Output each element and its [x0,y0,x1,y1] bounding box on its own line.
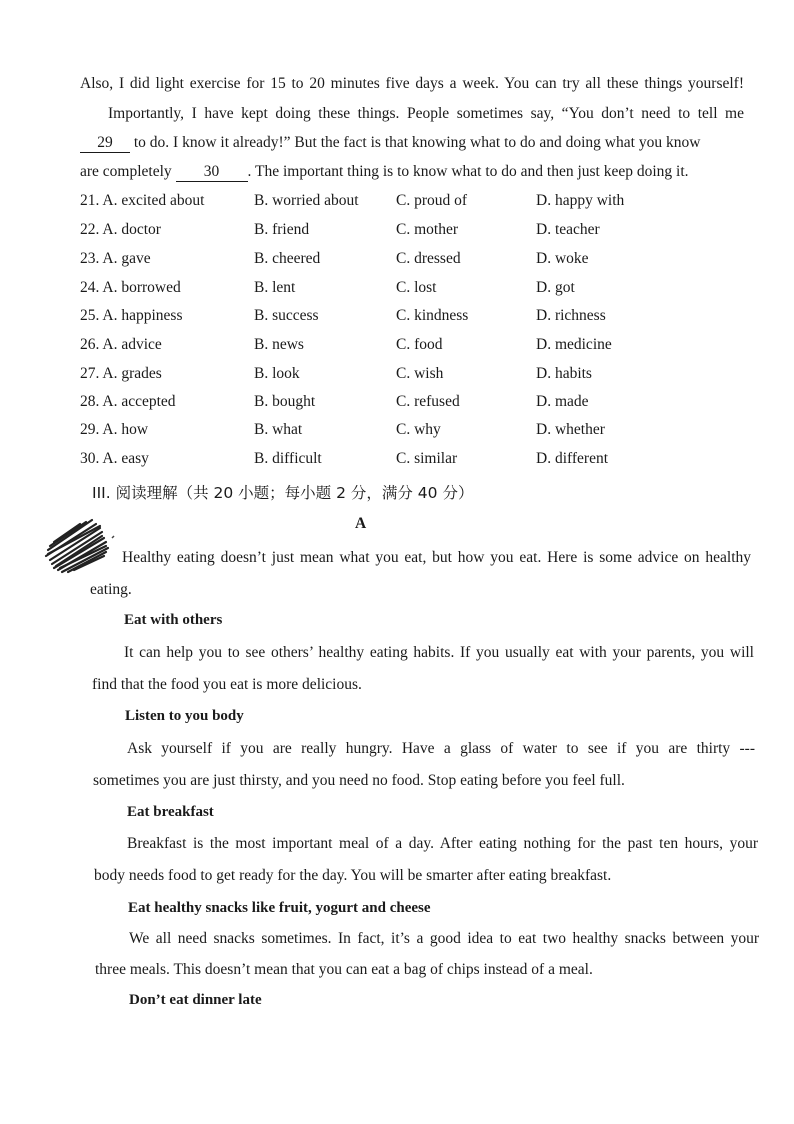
option-b: B. lent [254,279,296,296]
tip-title-eat-breakfast: Eat breakfast [127,804,214,820]
option-c: C. kindness [396,307,469,324]
tip-1-line-1: It can help you to see others’ healthy eating habits. If you usually eat with your parents, you will [124,644,754,661]
option-c: C. refused [396,393,460,410]
question-number: 21. [80,192,100,209]
option-b: B. bought [254,393,316,410]
question-number: 23. [80,250,100,267]
tip-4-line-1: We all need snacks sometimes. In fact, it’s a good idea to eat two healthy snacks between your [129,930,759,947]
passage-line-4 [80,162,744,182]
tip-2-line-1: Ask yourself if you are really hungry. Have a glass of water to see if you are thirty --- [127,740,755,757]
option-d: D. habits [536,365,592,382]
question-number: 24. [80,279,100,296]
section-3-heading: III. 阅读理解（共 20 小题；每小题 2 分，满分 40 分） [92,484,474,502]
question-number: 27. [80,365,100,382]
option-b: B. news [254,336,304,353]
blank-29: 29 [80,134,130,153]
option-c: C. dressed [396,250,461,267]
passage-line-3-text: to do. I know it already!” But the fact is that knowing what to do and doing what you know [130,134,701,151]
option-b: B. look [254,365,300,382]
option-c: C. similar [396,450,458,467]
tip-title-healthy-snacks: Eat healthy snacks like fruit, yogurt and cheese [128,900,431,916]
option-b: B. cheered [254,250,321,267]
option-a [80,278,181,298]
option-a [80,249,151,269]
option-a-text: A. excited about [102,192,205,209]
question-number: 22. [80,221,100,238]
tip-title-listen-to-body: Listen to you body [125,708,244,724]
option-a-text: A. easy [102,450,149,467]
passage-line-2: Importantly, I have kept doing these things. People sometimes say, “You don’t need to tell me [108,105,744,122]
option-a [80,449,149,469]
option-a [80,306,182,326]
question-number: 30. [80,450,100,467]
option-d: D. richness [536,307,606,324]
passage-line-4-start: are completely [80,163,176,180]
intro-line-1: Healthy eating doesn’t just mean what you eat, but how you eat. Here is some advice on healthy [122,549,751,566]
question-number: 25. [80,307,100,324]
tip-1-line-2: find that the food you eat is more delicious. [92,676,362,693]
intro-line-2: eating. [90,581,132,598]
passage-line-3 [80,133,744,153]
option-c: C. wish [396,365,444,382]
option-a [80,364,162,384]
option-b: B. friend [254,221,310,238]
question-number: 26. [80,336,100,353]
option-d: D. medicine [536,336,612,353]
option-a [80,420,148,440]
option-d: D. different [536,450,609,467]
option-c: C. proud of [396,192,468,209]
question-number: 29. [80,421,100,438]
passage-line-1: Also, I did light exercise for 15 to 20 minutes five days a week. You can try all these things yourself! [80,75,744,92]
option-a [80,191,204,211]
tip-title-dont-eat-late: Don’t eat dinner late [129,992,262,1008]
part-a-letter: A [355,515,367,532]
option-b: B. success [254,307,319,324]
pen-scribble-mark [40,508,120,580]
option-d: D. teacher [536,221,600,238]
option-d: D. made [536,393,589,410]
option-b: B. what [254,421,303,438]
option-a-text: A. doctor [102,221,161,238]
option-c: C. food [396,336,443,353]
option-a-text: A. accepted [102,393,176,410]
option-c: C. lost [396,279,437,296]
option-a [80,335,162,355]
option-a [80,392,176,412]
option-a-text: A. happiness [102,307,183,324]
option-a-text: A. gave [102,250,151,267]
option-d: D. whether [536,421,605,438]
option-a [80,220,161,240]
tip-2-line-2: sometimes you are just thirsty, and you need no food. Stop eating before you feel full. [93,772,625,789]
passage-line-4-text: . The important thing is to know what to do and then just keep doing it. [247,163,689,180]
option-c: C. why [396,421,441,438]
option-d: D. happy with [536,192,625,209]
tip-3-line-1: Breakfast is the most important meal of a day. After eating nothing for the past ten hours, your [127,835,758,852]
tip-3-line-2: body needs food to get ready for the day. You will be smarter after eating breakfast. [94,867,612,884]
option-b: B. difficult [254,450,322,467]
option-a-text: A. borrowed [102,279,181,296]
tip-4-line-2: three meals. This doesn’t mean that you can eat a bag of chips instead of a meal. [95,961,593,978]
blank-30: 30 [176,163,248,182]
option-a-text: A. how [102,421,149,438]
option-d: D. got [536,279,575,296]
option-c: C. mother [396,221,458,238]
option-a-text: A. grades [102,365,162,382]
option-b: B. worried about [254,192,359,209]
question-number: 28. [80,393,100,410]
option-d: D. woke [536,250,589,267]
option-a-text: A. advice [102,336,162,353]
tip-title-eat-with-others: Eat with others [124,612,223,628]
